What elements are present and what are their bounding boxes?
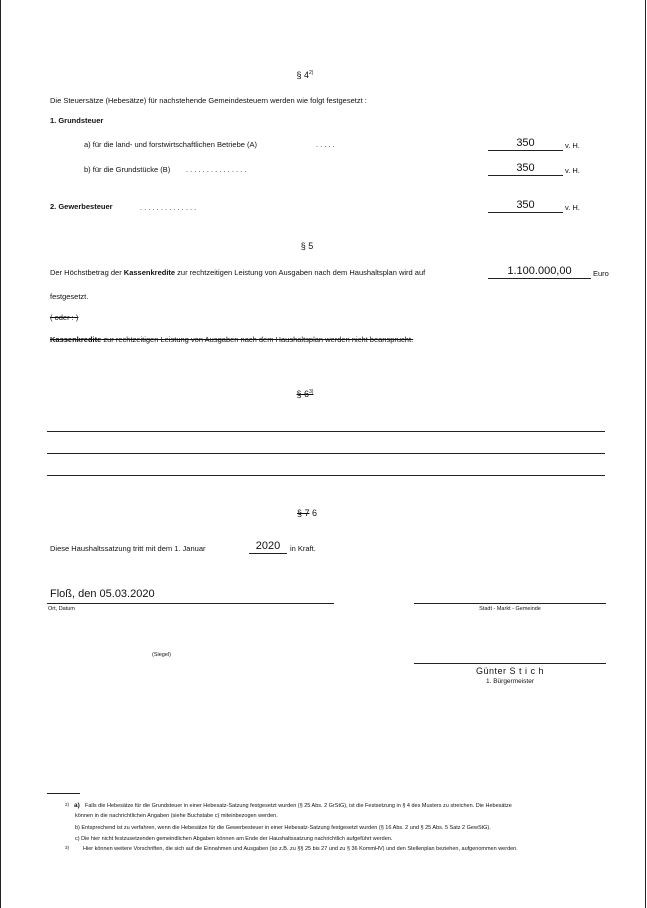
signature-line — [414, 663, 606, 664]
footnote-2b: b) Entsprechend ist zu verfahren, wenn die Hebesätze für die Gewerbesteuer in einer Hebesatz-Satzung festgesetzt wurden (§ 16 Abs. 2 und § 25 Abs. 5 Satz 2 GewStG). — [75, 825, 491, 831]
blank-line — [47, 453, 605, 454]
dot-leader: . . . . . . . . . . . . . . . — [186, 165, 247, 174]
currency-label: Euro — [593, 269, 609, 278]
footnote-2c: c) Die hier nicht festzusetzenden gemeindlichen Abgaben können am Ende der Haushaltssatzung nachrichtlich aufgeführt werden. — [75, 836, 393, 842]
grundsteuer-a-value: 350 — [488, 137, 563, 151]
kassenkredit-amount: 1.100.000,00 — [488, 265, 591, 279]
footnote-2a-line2: können in die nachrichtlichen Angaben (siehe Buchstabe c) miteinbezogen werden. — [75, 813, 278, 819]
effective-year: 2020 — [249, 540, 287, 554]
footnote-ref: 2) — [309, 70, 314, 76]
unit-label: v. H. — [565, 141, 580, 150]
blank-line — [47, 475, 605, 476]
section-5-oder: ( oder : ) — [50, 313, 79, 322]
section-7-text: Diese Haushaltssatzung tritt mit dem 1. Januar — [50, 544, 206, 553]
section-4-intro: Die Steuersätze (Hebesätze) für nachstehende Gemeindesteuern werden wie folgt festgesetzt : — [50, 96, 367, 105]
authority-label: Stadt - Markt - Gemeinde — [479, 606, 541, 612]
section-5-heading: § 5 — [300, 241, 314, 251]
section-7-heading: § 7 6 — [296, 508, 318, 518]
place-date-label: Ort, Datum — [48, 606, 75, 612]
dot-leader: . . . . . . . . . . . . . . — [140, 203, 197, 212]
grundsteuer-label: 1. Grundsteuer — [50, 116, 104, 125]
authority-line — [414, 603, 606, 604]
footnote-3-mark: 3) — [65, 845, 70, 850]
gewerbesteuer-value: 350 — [488, 199, 563, 213]
place-date-line — [47, 603, 334, 604]
grundsteuer-b-value: 350 — [488, 162, 563, 176]
dot-leader: . . . . . — [316, 140, 335, 149]
gewerbesteuer-label: 2. Gewerbesteuer — [50, 202, 113, 211]
section-5-text: Der Höchstbetrag der Kassenkredite zur rechtzeitigen Leistung von Ausgaben nach dem Haushaltsplan wird auf — [50, 268, 426, 277]
blank-line — [47, 431, 605, 432]
signatory-title: 1. Bürgermeister — [485, 678, 535, 685]
place-date: Floß, den 05.03.2020 — [50, 588, 155, 600]
seal-label: (Siegel) — [152, 652, 171, 658]
grundsteuer-b-label: b) für die Grundstücke (B) — [84, 165, 171, 174]
unit-label: v. H. — [565, 166, 580, 175]
page-border-left — [0, 0, 1, 908]
signatory-name: Günter S t i c h — [475, 666, 545, 676]
section-6-heading: § 6$^{3)}$ — [296, 389, 314, 399]
section-7-text-end: in Kraft. — [290, 544, 316, 553]
footnote-separator — [47, 793, 80, 794]
page-border-right — [645, 0, 646, 908]
footnote-2a-letter: a) — [74, 802, 80, 809]
section-5-alternative: Kassenkredite zur rechtzeitigen Leistung von Ausgaben nach dem Haushaltsplan werden nicht beansprucht. — [50, 335, 414, 344]
footnote-3: Hier können weitere Vorschriften, die sich auf die Einnahmen und Ausgaben (so z.B. zu §§ 25 bis 27 und zu § 36 KommHV) und den Stellenplan beziehen, aufgenommen werden. — [83, 846, 518, 852]
section-4-heading: § 4$^{2)}$ — [296, 70, 314, 80]
footnote-2-mark: 2) — [65, 802, 70, 807]
unit-label: v. H. — [565, 203, 580, 212]
footnote-2a-line1: Falls die Hebesätze für die Grundsteuer in einer Hebesatz-Satzung festgesetzt wurden (§ 25 Abs. 2 GrStG), ist die Festsetzung in § 4 des Musters zu streichen. Die Hebesätze — [85, 803, 512, 809]
section-5-continuation: festgesetzt. — [50, 292, 89, 301]
footnote-ref: 3) — [309, 389, 314, 395]
grundsteuer-a-label: a) für die land- und forstwirtschaftlichen Betriebe (A) — [84, 140, 257, 149]
